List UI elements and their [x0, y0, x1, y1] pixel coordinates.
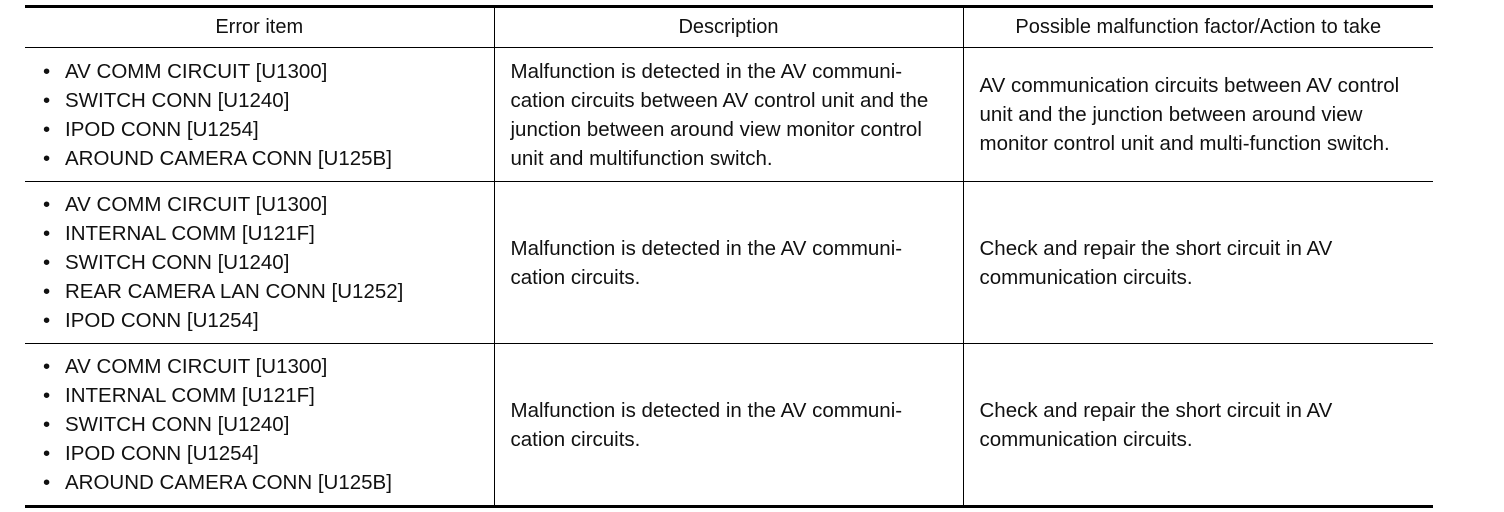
header-error-item: Error item — [25, 7, 494, 48]
error-item-list — [39, 57, 480, 173]
error-item-cell — [25, 48, 494, 182]
bullet-icon: • — [43, 355, 51, 378]
description-cell: Malfunction is detected in the AV communi-cation circuits. — [494, 344, 963, 507]
error-item — [39, 57, 480, 86]
bullet-icon: • — [43, 442, 51, 465]
error-item — [39, 115, 480, 144]
error-item-label: AROUND CAMERA CONN [U125B] — [65, 146, 392, 170]
error-item-label: INTERNAL COMM [U121F] — [65, 222, 315, 245]
bullet-icon: • — [43, 59, 51, 83]
table-row — [25, 344, 1433, 507]
error-item-label: SWITCH CONN [U1240] — [65, 88, 290, 112]
bullet-icon: • — [43, 309, 51, 332]
error-item — [39, 144, 480, 173]
header-description: Description — [494, 7, 963, 48]
error-item-label: INTERNAL COMM [U121F] — [65, 384, 315, 407]
error-item — [39, 190, 480, 219]
bullet-icon: • — [43, 280, 51, 303]
action-cell: Check and repair the short circuit in AV communication circuits. — [963, 344, 1433, 507]
error-item-label: IPOD CONN [U1254] — [65, 117, 259, 141]
description-cell: Malfunction is detected in the AV communi-cation circuits. — [494, 182, 963, 344]
error-item — [39, 352, 480, 381]
error-item-label: AV COMM CIRCUIT [U1300] — [65, 193, 328, 216]
error-item — [39, 468, 480, 497]
bullet-icon: • — [43, 413, 51, 436]
error-item-label: SWITCH CONN [U1240] — [65, 251, 290, 274]
error-item — [39, 410, 480, 439]
table-header-row — [25, 7, 1433, 48]
error-item — [39, 248, 480, 277]
bullet-icon: • — [43, 146, 51, 170]
description-cell: Malfunction is detected in the AV communi-cation circuits between AV control unit and the junction between around view monitor control unit and multifunction switch. — [494, 48, 963, 182]
error-item — [39, 306, 480, 335]
action-cell: Check and repair the short circuit in AV communication circuits. — [963, 182, 1433, 344]
error-item-label: IPOD CONN [U1254] — [65, 309, 259, 332]
error-item-label: SWITCH CONN [U1240] — [65, 413, 290, 436]
error-item-label: REAR CAMERA LAN CONN [U1252] — [65, 280, 404, 303]
error-item-label: AROUND CAMERA CONN [U125B] — [65, 471, 392, 494]
bullet-icon: • — [43, 471, 51, 494]
bullet-icon: • — [43, 251, 51, 274]
error-item — [39, 277, 480, 306]
error-item — [39, 86, 480, 115]
error-item — [39, 219, 480, 248]
table-row — [25, 48, 1433, 182]
action-cell: AV communication circuits between AV control unit and the junction between around view monitor control unit and multi-function switch. — [963, 48, 1433, 182]
bullet-icon: • — [43, 88, 51, 112]
bullet-icon: • — [43, 117, 51, 141]
error-item-label: IPOD CONN [U1254] — [65, 442, 259, 465]
bullet-icon: • — [43, 384, 51, 407]
error-item-label: AV COMM CIRCUIT [U1300] — [65, 59, 328, 83]
error-item — [39, 381, 480, 410]
error-item — [39, 439, 480, 468]
error-item-label: AV COMM CIRCUIT [U1300] — [65, 355, 328, 378]
error-item-list — [39, 352, 480, 497]
error-item-table — [25, 5, 1433, 508]
header-action: Possible malfunction factor/Action to take — [963, 7, 1433, 48]
error-item-cell — [25, 182, 494, 344]
error-item-cell — [25, 344, 494, 507]
bullet-icon: • — [43, 193, 51, 216]
bullet-icon: • — [43, 222, 51, 245]
table-row — [25, 182, 1433, 344]
error-item-list — [39, 190, 480, 335]
